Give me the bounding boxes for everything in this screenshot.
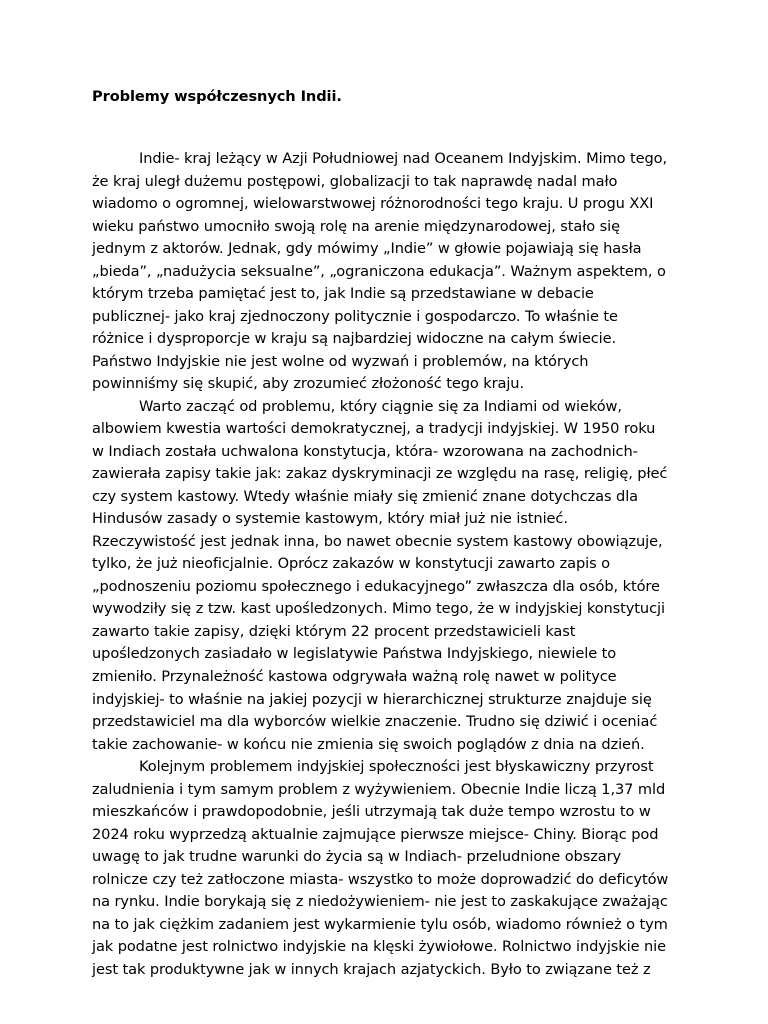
text-line: Kolejnym problemem indyjskiej społeczności jest błyskawiczny przyrost <box>139 758 654 775</box>
text-line: Indie- kraj leżący w Azji Południowej nad Oceanem Indyjskim. Mimo tego, <box>139 150 668 167</box>
text-line: publicznej- jako kraj zjednoczony politycznie i gospodarczo. To właśnie te <box>92 307 618 325</box>
text-line: zaludnienia i tym samym problem z wyżywieniem. Obecnie Indie liczą 1,37 mld <box>92 780 666 798</box>
text-line: wieku państwo umocniło swoją rolę na arenie międzynarodowej, stało się <box>92 217 620 235</box>
text-line: upośledzonych zasiadało w legislatywie Państwa Indyjskiego, niewiele to <box>92 645 617 663</box>
text-line: tylko, że już nieoficjalnie. Oprócz zakazów w konstytucji zawarto zapis o <box>92 555 611 573</box>
text-line: Rzeczywistość jest jednak inna, bo nawet obecnie system kastowy obowiązuje, <box>92 532 663 550</box>
text-line: różnice i dysproporcje w kraju są najbardziej widoczne na całym świecie. <box>92 330 617 348</box>
text-line: na rynku. Indie borykają się z niedożywieniem- nie jest to zaskakujące zważając <box>92 893 668 911</box>
text-line: indyjskiej- to właśnie na jakiej pozycji w hierarchicznej strukturze znajduje się <box>92 690 652 708</box>
text-line: jest tak produktywne jak w innych krajach azjatyckich. Było to związane też z <box>92 960 651 978</box>
text-line: Państwo Indyjskie nie jest wolne od wyzwań i problemów, na których <box>92 352 589 370</box>
text-line: że kraj uległ dużemu postępowi, globalizacji to tak naprawdę nadal mało <box>92 172 618 190</box>
text-line: wywodziły się z tzw. kast upośledzonych. Mimo tego, że w indyjskiej konstytucji <box>92 600 665 618</box>
text-line: Hindusów zasady o systemie kastowym, który miał już nie istnieć. <box>92 510 568 528</box>
text-line: jednym z aktorów. Jednak, gdy mówimy „Indie” w głowie pojawiają się hasła <box>92 240 642 258</box>
text-line: takie zachowanie- w końcu nie zmienia się swoich poglądów z dnia na dzień. <box>92 735 645 753</box>
text-line: którym trzeba pamiętać jest to, jak Indie są przedstawiane w debacie <box>92 285 594 303</box>
text-line: w Indiach została uchwalona konstytucja, która- wzorowana na zachodnich- <box>92 442 638 460</box>
text-line: zawarto takie zapisy, dzięki którym 22 procent przedstawicieli kast <box>92 622 576 640</box>
text-line: powinniśmy się skupić, aby zrozumieć złożoność tego kraju. <box>92 375 524 393</box>
text-line: „podnoszeniu poziomu społecznego i edukacyjnego” zwłaszcza dla osób, które <box>92 577 660 595</box>
text-line: jak podatne jest rolnictwo indyjskie na klęski żywiołowe. Rolnictwo indyjskie nie <box>92 938 667 956</box>
text-line: zawierała zapisy takie jak: zakaz dyskryminacji ze względu na rasę, religię, płeć <box>92 465 668 483</box>
text-line: Warto zacząć od problemu, który ciągnie się za Indiami od wieków, <box>139 397 622 415</box>
text-line: zmieniło. Przynależność kastowa odgrywała ważną rolę nawet w polityce <box>92 668 617 685</box>
text-line: przedstawiciel ma dla wyborców wielkie znaczenie. Trudno się dziwić i oceniać <box>92 713 658 730</box>
text-line: 2024 roku wyprzedzą aktualnie zajmujące pierwsze miejsce- Chiny. Biorąc pod <box>92 825 659 843</box>
text-line: albowiem kwestia wartości demokratycznej, a tradycji indyjskiej. W 1950 roku <box>92 420 656 438</box>
text-line: wiadomo o ogromnej, wielowarstwowej różnorodności tego kraju. U progu XXI <box>92 195 654 212</box>
document-title: Problemy współczesnych Indii. <box>92 88 342 105</box>
text-line: mieszkańców i prawdopodobnie, jeśli utrzymają tak duże tempo wzrostu to w <box>92 803 651 821</box>
text-line: „bieda”, „nadużycia seksualne”, „ograniczona edukacja”. Ważnym aspektem, o <box>92 262 666 280</box>
text-line: na to jak ciężkim zadaniem jest wykarmienie tylu osób, wiadomo również o tym <box>92 915 668 933</box>
text-line: rolnicze czy też zatłoczone miasta- wszystko to może doprowadzić do deficytów <box>92 870 669 888</box>
text-line: uwagę to jak trudne warunki do życia są w Indiach- przeludnione obszary <box>92 848 622 866</box>
text-line: czy system kastowy. Wtedy właśnie miały się zmienić znane dotychczas dla <box>92 487 639 505</box>
